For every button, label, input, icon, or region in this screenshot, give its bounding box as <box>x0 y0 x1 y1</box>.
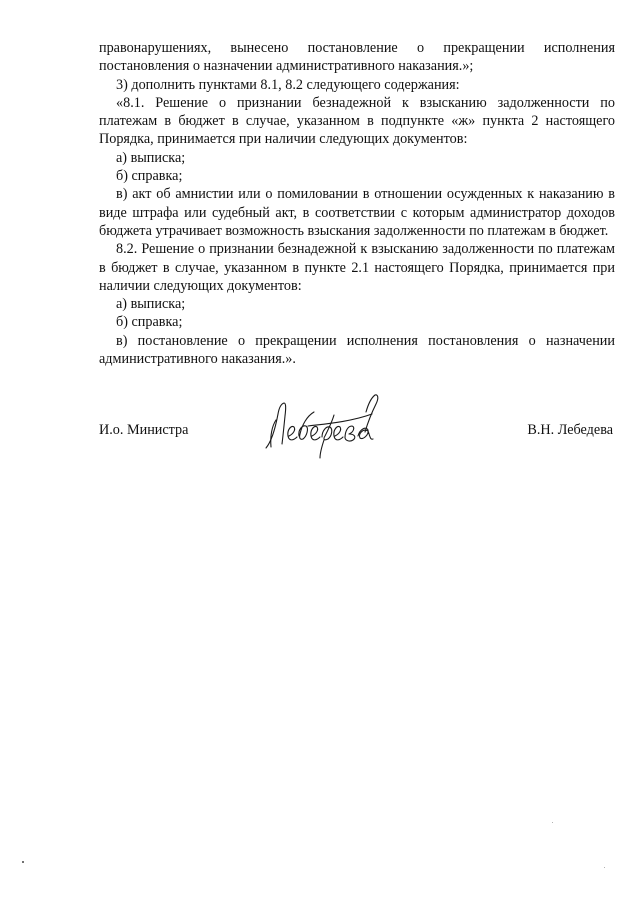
list-item-8-2-b: б) справка; <box>116 314 183 331</box>
list-item-8-1-c: в) акт об амнистии или о помиловании в отношении осужденных к наказанию в виде штрафа или судебный акт, в соответствии с которым администратор доходов бюджета утрачивает возможность взыскания задолженности по платежам в бюджет. <box>99 186 615 239</box>
signer-name: В.Н. Лебедева <box>527 422 613 438</box>
list-item-8-1-a: а) выписка; <box>116 149 186 166</box>
list-item-8-2-a: а) выписка; <box>116 296 186 313</box>
scan-speck <box>552 822 553 823</box>
list-item-8-2-c: в) постановление о прекращении исполнения постановления о назначении административного наказания.». <box>99 332 615 368</box>
scan-speck <box>22 861 24 863</box>
list-item-8-1-b: б) справка; <box>116 168 183 185</box>
paragraph-clause-8-1: «8.1. Решение о признании безнадежной к взысканию задолженности по платежам в бюджет в случае, указанном в подпункте «ж» пункта 2 настоящего Порядка, принимается при наличии следующих документов: <box>99 94 615 148</box>
paragraph-amendment-intro: 3) дополнить пунктами 8.1, 8.2 следующего содержания: <box>116 76 460 93</box>
paragraph-continuation: правонарушениях, вынесено постановление о прекращении исполнения постановления о назначении административного наказания.»; <box>99 40 615 75</box>
handwritten-signature <box>262 392 387 460</box>
scan-speck <box>604 867 605 868</box>
paragraph-clause-8-2: 8.2. Решение о признании безнадежной к взысканию задолженности по платежам в бюджет в случае, указанном в пункте 2.1 настоящего Порядка, принимается при наличии следующих документов: <box>99 241 615 294</box>
signer-position: И.о. Министра <box>99 422 189 438</box>
document-body <box>99 39 615 368</box>
